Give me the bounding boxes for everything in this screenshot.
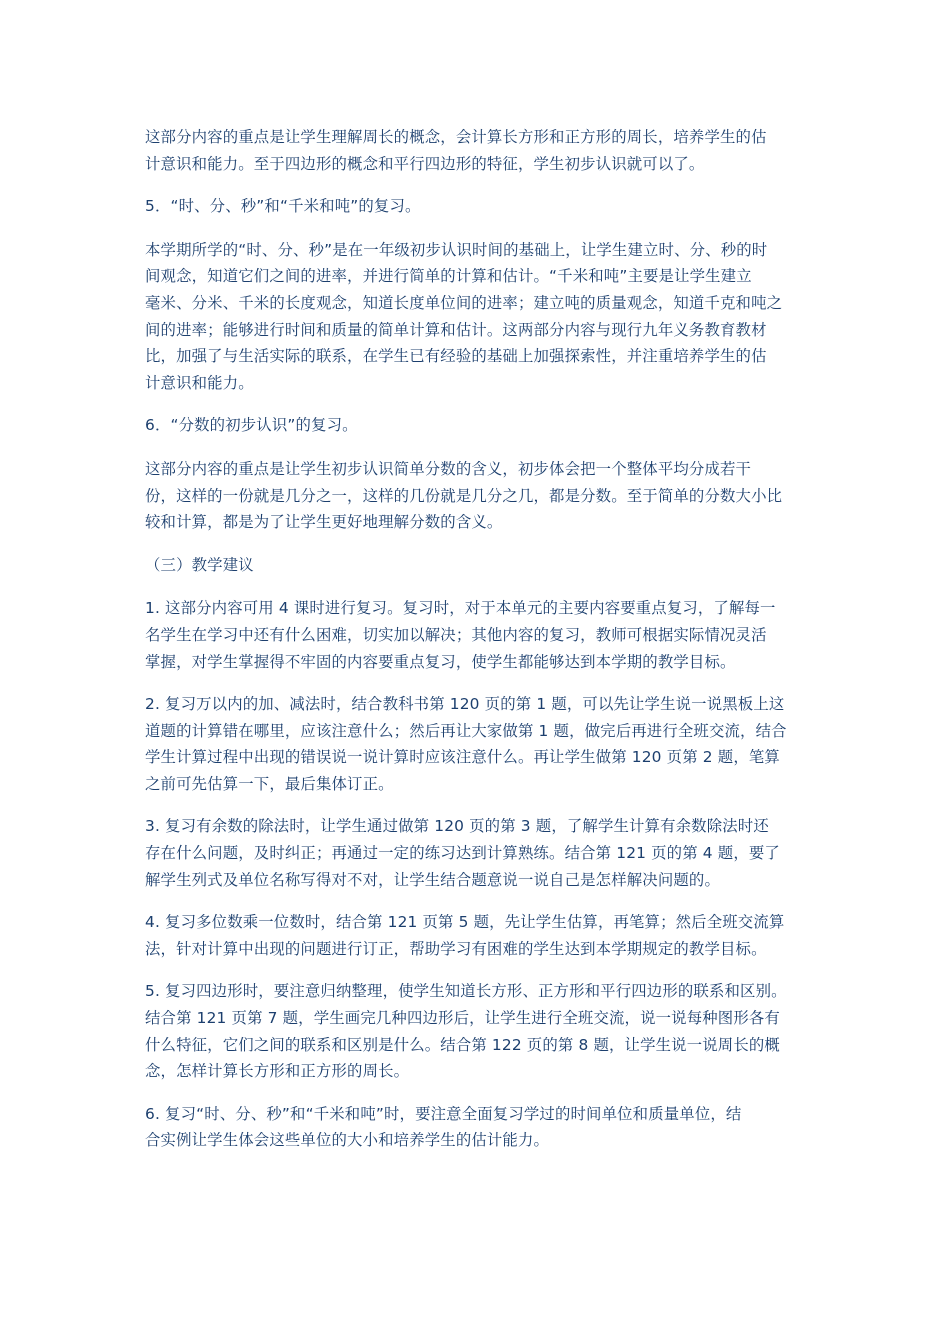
suggestion-item-3: 3. 复习有余数的除法时，让学生通过做第 120 页的第 3 题，了解学生计算有余数除法时还 存在什么问题，及时纠正；再通过一定的练习达到计算熟练。结合第 121 页的第 4 题，要了 解学生列式及单位名称写得对不对，让学生结合题意说一说自己是怎样解决问题的。 bbox=[145, 817, 780, 889]
paragraph-fractions: 这部分内容的重点是让学生初步认识简单分数的含义，初步体会把一个整体平均分成若干 份，这样的一份就是几分之一，这样的几份就是几分之几，都是分数。至于简单的分数大小比 较和计算，都是为了让学生更好地理解分数的含义。 bbox=[145, 459, 783, 532]
suggestion-item-5: 5. 复习四边形时，要注意归纳整理，使学生知道长方形、正方形和平行四边形的联系和区别。 结合第 121 页第 7 题，学生画完几种四边形后，让学生进行全班交流，说一说每种图形各有 什么特征，它们之间的联系和区别是什么。结合第 122 页的第 8 题，让学生说一说周长的概 念，怎样计算长方形和正方形的周长。 bbox=[145, 982, 787, 1081]
suggestion-item-6: 6. 复习“时、分、秒”和“千米和吨”时，要注意全面复习学过的时间单位和质量单位，结 合实例让学生体会这些单位的大小和培养学生的估计能力。 bbox=[145, 1104, 742, 1150]
suggestion-item-2: 2. 复习万以内的加、减法时，结合教科书第 120 页的第 1 题，可以先让学生说一说黑板上这 道题的计算错在哪里，应该注意什么；然后再让大家做第 1 题，做完后再进行全班交流，结合 学生计算过程中出现的错误说一说计算时应该注意什么。再让学生做第 120 页第 2 题，笔算 之前可先估算一下，最后集体订正。 bbox=[145, 695, 787, 793]
section-heading-time-units: 5．“时、分、秒”和“千米和吨”的复习。 bbox=[145, 197, 421, 216]
paragraph-time-units: 本学期所学的“时、分、秒”是在一年级初步认识时间的基础上，让学生建立时、分、秒的时 间观念，知道它们之间的进率，并进行简单的计算和估计。“千米和吨”主要是让学生建立 毫米、分米、千米的长度观念，知道长度单位间的进率；建立吨的质量观念，知道千克和吨之 间的进率；能够进行时间和质量的简单计算和估计。这两部分内容与现行九年义务教育教材 比，加强了与生活实际的联系，在学生已有经验的基础上加强探索性，并注重培养学生的估 计意识和能力。 bbox=[145, 240, 783, 392]
suggestion-item-1: 1. 这部分内容可用 4 课时进行复习。复习时，对于本单元的主要内容要重点复习，了解每一 名学生在学习中还有什么困难，切实加以解决；其他内容的复习，教师可根据实际情况灵活 掌握，对学生掌握得不牢固的内容要重点复习，使学生都能够达到本学期的教学目标。 bbox=[145, 599, 776, 671]
paragraph-perimeter-focus: 这部分内容的重点是让学生理解周长的概念，会计算长方形和正方形的周长，培养学生的估 计意识和能力。至于四边形的概念和平行四边形的特征，学生初步认识就可以了。 bbox=[145, 128, 767, 173]
section-heading-fractions: 6．“分数的初步认识”的复习。 bbox=[145, 416, 358, 435]
suggestion-item-4: 4. 复习多位数乘一位数时，结合第 121 页第 5 题，先让学生估算，再笔算；然后全班交流算 法，针对计算中出现的问题进行订正，帮助学习有困难的学生达到本学期规定的教学目标。 bbox=[145, 913, 785, 958]
document-body bbox=[145, 124, 810, 1170]
section-heading-teaching-suggestions: （三）教学建议 bbox=[145, 555, 254, 574]
